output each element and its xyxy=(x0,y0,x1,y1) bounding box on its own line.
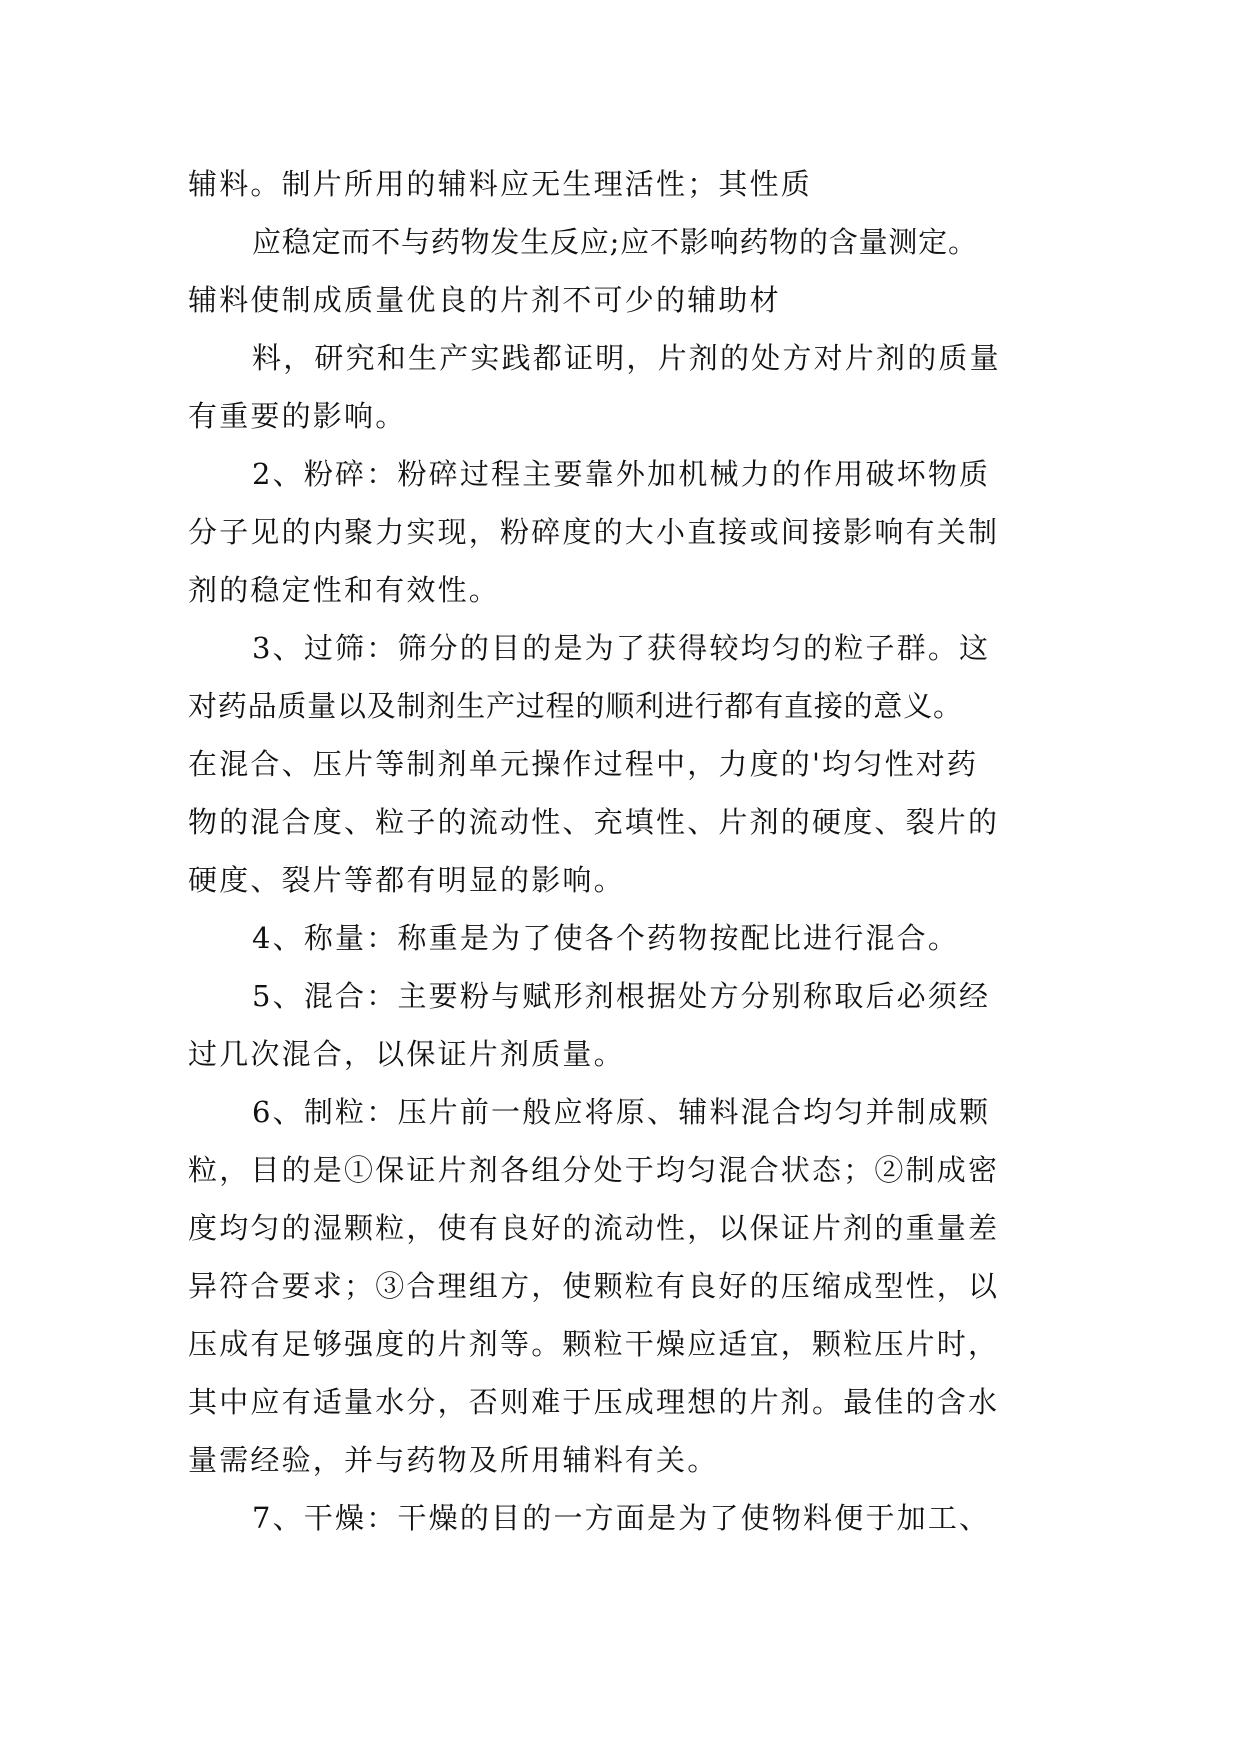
text-line: 有重要的影响。 xyxy=(188,399,407,433)
text-line: 异符合要求；③合理组方，使颗粒有良好的压缩成型性，以 xyxy=(188,1269,1000,1303)
text-line: 其中应有适量水分，否则难于压成理想的片剂。最佳的含水 xyxy=(188,1385,1000,1419)
text-line: 硬度、裂片等都有明显的影响。 xyxy=(188,863,625,897)
text-line: 辅料。制片所用的辅料应无生理活性；其性质 xyxy=(188,167,813,201)
text-line: 度均匀的湿颗粒，使有良好的流动性，以保证片剂的重量差 xyxy=(188,1211,1000,1245)
text-line: 辅料使制成质量优良的片剂不可少的辅助材 xyxy=(188,283,781,317)
text-line: 料，研究和生产实践都证明，片剂的处方对片剂的质量 xyxy=(252,341,1001,375)
text-line: 物的混合度、粒子的流动性、充填性、片剂的硬度、裂片的 xyxy=(188,805,1000,839)
text-line: 过几次混合，以保证片剂质量。 xyxy=(188,1037,625,1071)
text-line: 4、称量：称重是为了使各个药物按配比进行混合。 xyxy=(252,921,960,955)
text-line: 粒，目的是①保证片剂各组分处于均匀混合状态；②制成密 xyxy=(188,1153,1000,1187)
text-line: 2、粉碎：粉碎过程主要靠外加机械力的作用破坏物质 xyxy=(252,457,991,491)
text-line: 量需经验，并与药物及所用辅料有关。 xyxy=(188,1443,719,1477)
text-line: 6、制粒：压片前一般应将原、辅料混合均匀并制成颗 xyxy=(252,1095,991,1129)
text-line: 应稳定而不与药物发生反应;应不影响药物的含量测定。 xyxy=(252,225,978,259)
text-line: 对药品质量以及制剂生产过程的顺利进行都有直接的意义。 xyxy=(188,689,963,723)
text-line: 3、过筛：筛分的目的是为了获得较均匀的粒子群。这 xyxy=(252,631,991,665)
text-line: 分子见的内聚力实现，粉碎度的大小直接或间接影响有关制 xyxy=(188,515,1000,549)
text-line: 压成有足够强度的片剂等。颗粒干燥应适宜，颗粒压片时， xyxy=(188,1327,1000,1361)
text-line: 在混合、压片等制剂单元操作过程中，力度的'均匀性对药 xyxy=(188,747,979,781)
text-line: 7、干燥：干燥的目的一方面是为了使物料便于加工、 xyxy=(252,1501,991,1535)
text-line: 5、混合：主要粉与赋形剂根据处方分别称取后必须经 xyxy=(252,979,991,1013)
text-line: 剂的稳定性和有效性。 xyxy=(188,573,501,607)
